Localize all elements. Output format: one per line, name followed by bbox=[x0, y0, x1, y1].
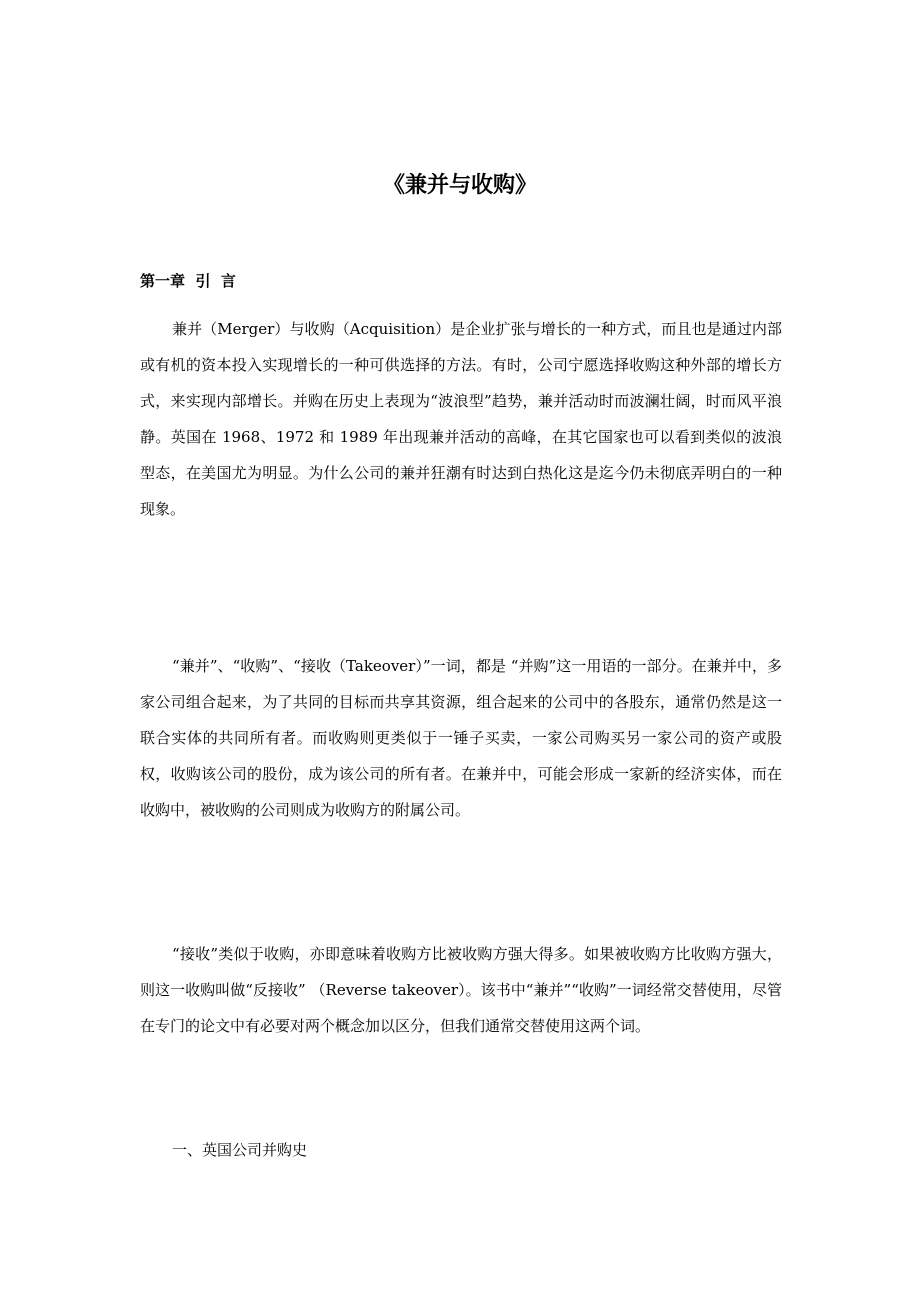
document-title: 《兼并与收购》 bbox=[382, 172, 537, 198]
section-heading: 一、英国公司并购史 bbox=[172, 1141, 308, 1159]
paragraph-1: 兼并（Merger）与收购（Acquisition）是企业扩张与增长的一种方式，而且也是通过内部或有机的资本投入实现增长的一种可供选择的方法。有时，公司宁愿选择收购这种外部的增长方式，来实现内部增长。并购在历史上表现为“波浪型”趋势，兼并活动时而波澜壮阔，时而风平浪静。英国在 1968、1972 和 1989 年出现兼并活动的高峰，在其它国家也可以看到类似的波浪型态，在美国尤为明显。为什么公司的兼并狂潮有时达到白热化这是迄今仍未彻底弄明白的一种现象。 bbox=[140, 320, 782, 518]
paragraph-3: “接收”类似于收购，亦即意味着收购方比被收购方强大得多。如果被收购方比收购方强大，则这一收购叫做“反接收” （Reverse takeover）。该书中“兼并”“收购”一词经常交替使用，尽管在专门的论文中有必要对两个概念加以区分，但我们通常交替使用这两个词。 bbox=[140, 945, 782, 1035]
paragraph-2: “兼并”、“收购”、“接收（Takeover）”一词，都是 “并购”这一用语的一部分。在兼并中，多家公司组合起来，为了共同的目标而共享其资源，组合起来的公司中的各股东，通常仍然是这一联合实体的共同所有者。而收购则更类似于一锤子买卖，一家公司购买另一家公司的资产或股权，收购该公司的股份，成为该公司的所有者。在兼并中，可能会形成一家新的经济实体，而在收购中，被收购的公司则成为收购方的附属公司。 bbox=[140, 657, 782, 819]
chapter-heading: 第一章 引 言 bbox=[140, 272, 236, 290]
